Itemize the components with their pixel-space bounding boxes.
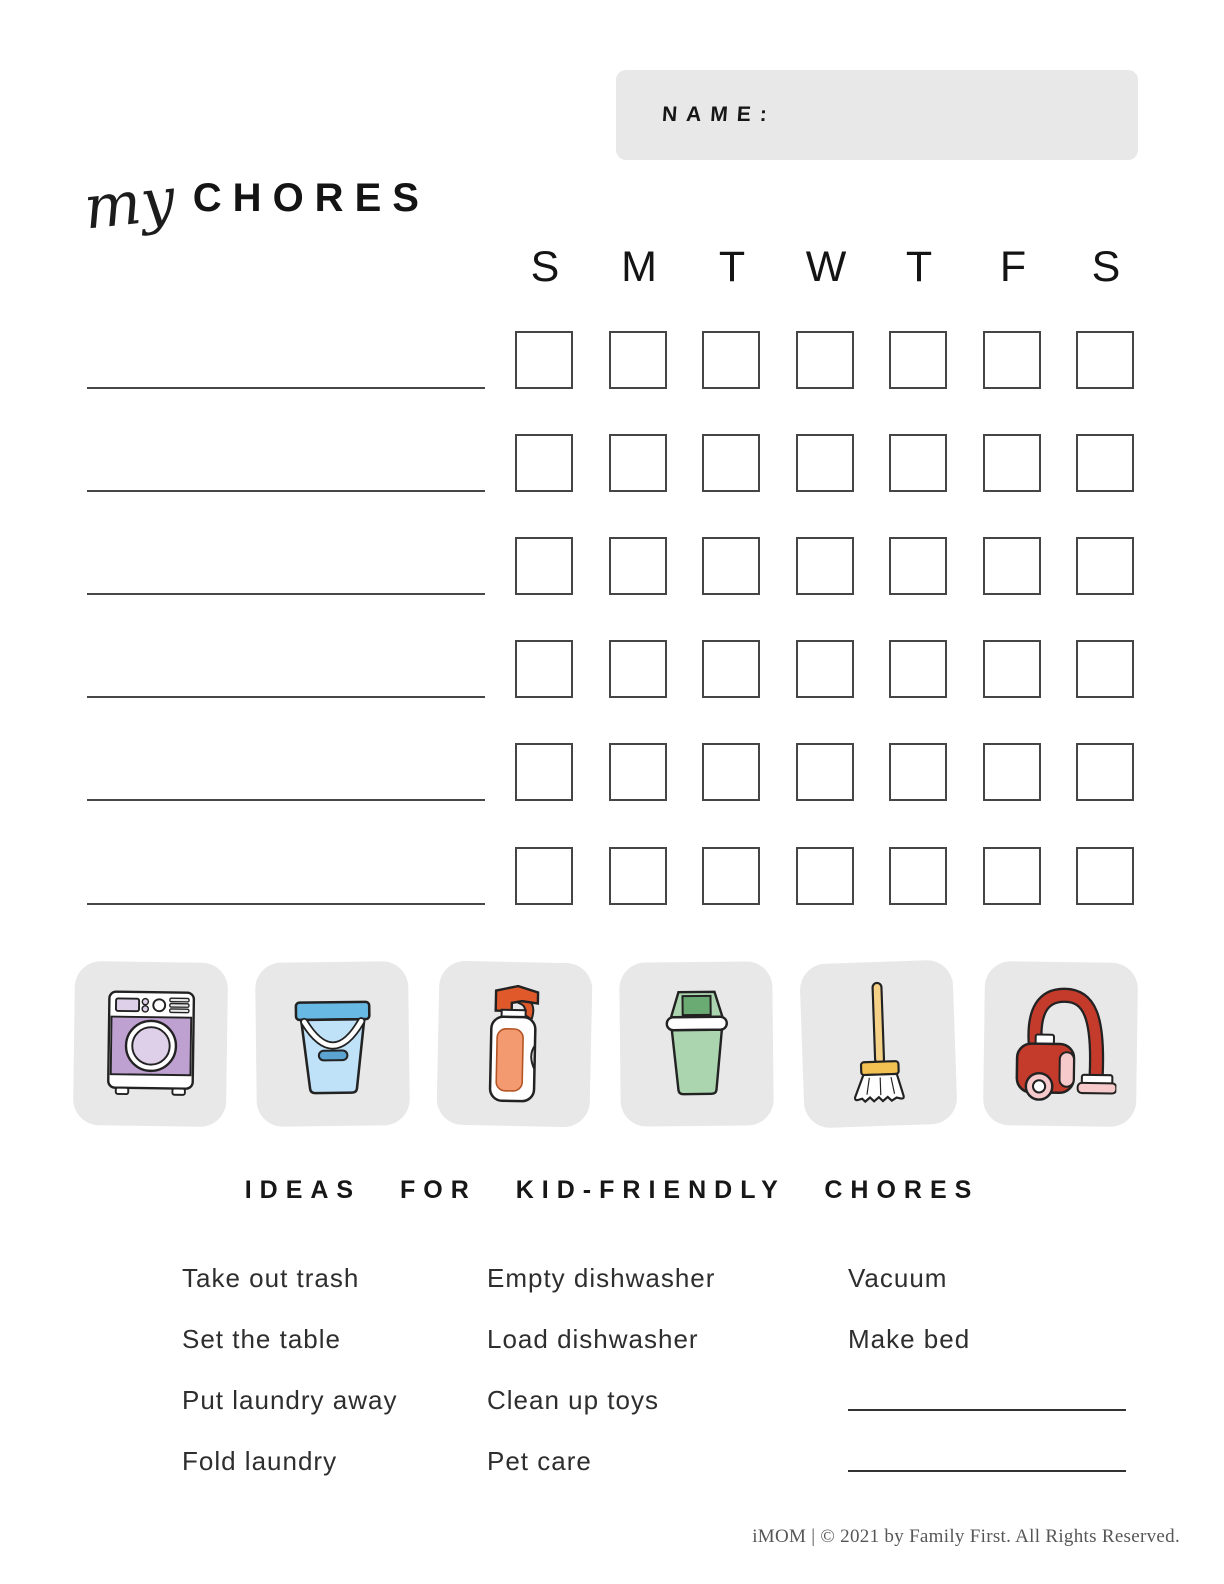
page-title: [80, 164, 430, 244]
day-checkbox[interactable]: [702, 331, 760, 389]
day-checkbox[interactable]: [983, 743, 1041, 801]
day-checkbox[interactable]: [702, 743, 760, 801]
day-header-6: F: [999, 243, 1027, 291]
day-checkbox[interactable]: [1076, 331, 1134, 389]
day-checkbox[interactable]: [609, 743, 667, 801]
day-header-7: S: [1091, 243, 1121, 291]
title-script-my: my: [80, 164, 179, 244]
chore-line[interactable]: [87, 593, 485, 595]
chore-line[interactable]: [87, 799, 485, 801]
chore-line[interactable]: [87, 903, 485, 905]
day-checkbox[interactable]: [702, 434, 760, 492]
custom-chore-line[interactable]: [848, 1444, 1126, 1472]
vacuum-cleaner-icon: [1004, 980, 1118, 1108]
day-checkbox[interactable]: [796, 331, 854, 389]
trash-can-tile: [619, 961, 774, 1127]
day-checkbox[interactable]: [1076, 743, 1134, 801]
day-checkbox[interactable]: [889, 640, 947, 698]
day-header-3: T: [718, 243, 746, 291]
broom-tile: [799, 959, 958, 1128]
broom-icon: [826, 977, 930, 1110]
bucket-tile: [255, 961, 410, 1127]
day-checkbox[interactable]: [609, 331, 667, 389]
day-checkbox[interactable]: [796, 743, 854, 801]
idea-item: Clean up toys: [487, 1385, 659, 1415]
day-checkbox[interactable]: [1076, 434, 1134, 492]
chore-line[interactable]: [87, 387, 485, 389]
title-main-chores: CHORES: [192, 176, 430, 220]
spray-bottle-tile: [436, 960, 592, 1127]
idea-item: Empty dishwasher: [487, 1263, 716, 1293]
idea-item: Load dishwasher: [487, 1324, 699, 1354]
idea-item: Make bed: [848, 1324, 971, 1354]
day-header-1: S: [530, 243, 560, 291]
day-checkbox[interactable]: [515, 743, 573, 801]
idea-item: Fold laundry: [182, 1446, 338, 1476]
day-checkbox[interactable]: [796, 847, 854, 905]
day-checkbox[interactable]: [515, 434, 573, 492]
day-checkbox[interactable]: [609, 434, 667, 492]
day-checkbox[interactable]: [889, 537, 947, 595]
idea-item: Vacuum: [848, 1263, 948, 1293]
chore-line[interactable]: [87, 696, 485, 698]
day-checkbox[interactable]: [1076, 847, 1134, 905]
day-checkbox[interactable]: [702, 847, 760, 905]
name-label: NAME:: [661, 103, 777, 126]
bucket-icon: [281, 987, 384, 1100]
day-checkbox[interactable]: [796, 537, 854, 595]
copyright-footer: iMOM | © 2021 by Family First. All Rights Reserved.: [752, 1526, 1180, 1547]
day-checkbox[interactable]: [1076, 537, 1134, 595]
trash-can-icon: [646, 982, 747, 1105]
idea-item: Set the table: [182, 1324, 341, 1354]
idea-item: Put laundry away: [182, 1385, 398, 1415]
spray-bottle-icon: [463, 978, 566, 1110]
day-header-4: W: [805, 243, 847, 291]
day-checkbox[interactable]: [889, 743, 947, 801]
day-checkbox[interactable]: [889, 847, 947, 905]
name-field[interactable]: [616, 70, 1138, 160]
day-checkbox[interactable]: [702, 537, 760, 595]
day-checkbox[interactable]: [889, 434, 947, 492]
chore-line[interactable]: [87, 490, 485, 492]
day-checkbox[interactable]: [515, 640, 573, 698]
washing-machine-icon: [102, 987, 200, 1100]
idea-item: Pet care: [487, 1446, 592, 1476]
day-checkbox[interactable]: [796, 434, 854, 492]
day-checkbox[interactable]: [983, 640, 1041, 698]
day-checkbox[interactable]: [983, 434, 1041, 492]
day-checkbox[interactable]: [515, 847, 573, 905]
day-checkbox[interactable]: [1076, 640, 1134, 698]
custom-chore-line[interactable]: [848, 1383, 1126, 1411]
day-header-2: M: [621, 243, 657, 291]
day-checkbox[interactable]: [983, 847, 1041, 905]
day-checkbox[interactable]: [609, 537, 667, 595]
vacuum-tile: [983, 961, 1138, 1127]
day-checkbox[interactable]: [796, 640, 854, 698]
day-checkbox[interactable]: [609, 640, 667, 698]
ideas-heading: IDEAS FOR KID-FRIENDLY CHORES: [244, 1176, 980, 1204]
day-checkbox[interactable]: [515, 537, 573, 595]
day-checkbox[interactable]: [983, 537, 1041, 595]
day-checkbox[interactable]: [609, 847, 667, 905]
day-header-5: T: [905, 243, 933, 291]
washing-machine-tile: [73, 961, 228, 1127]
idea-item: Take out trash: [182, 1263, 360, 1293]
day-checkbox[interactable]: [515, 331, 573, 389]
day-checkbox[interactable]: [889, 331, 947, 389]
day-checkbox[interactable]: [702, 640, 760, 698]
day-checkbox[interactable]: [983, 331, 1041, 389]
